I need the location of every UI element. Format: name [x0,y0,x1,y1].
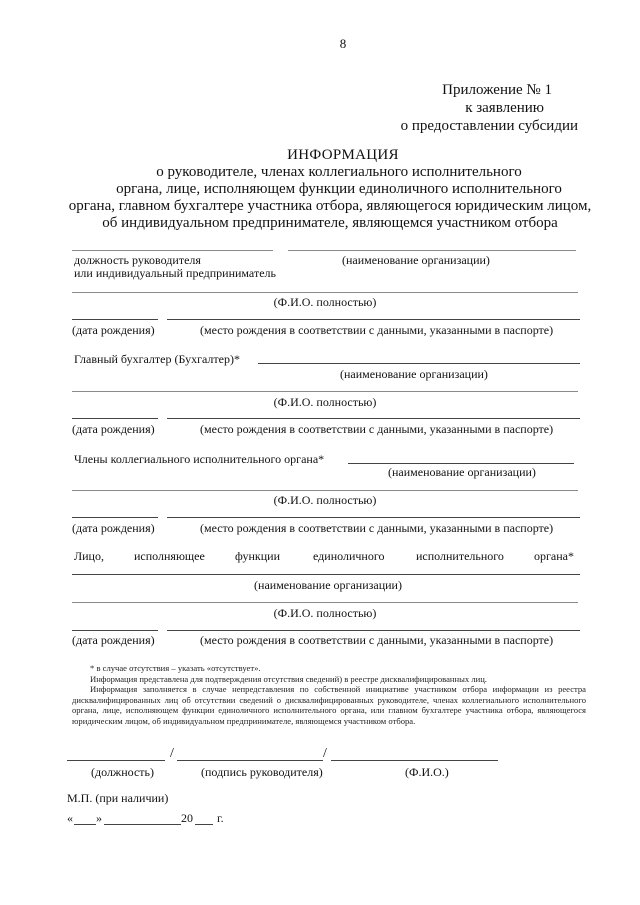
sole-org-name-label: (наименование организации) [254,578,402,592]
subtitle-line-2: органа, лице, исполняющем функции единоличного исполнительного [116,181,562,197]
board-label: Члены коллегиального исполнительного органа* [74,452,325,466]
sign-signature-field-line[interactable] [177,760,323,761]
sole-fio-field-line[interactable] [72,602,578,603]
sign-fio-label: (Ф.И.О.) [405,765,449,779]
accountant-fio-field-line[interactable] [72,391,578,392]
head-birth-place-label: (место рождения в соответствии с данными, указанными в паспорте) [200,323,554,337]
sign-fio-field-line[interactable] [331,760,498,761]
sole-birth-place-label: (место рождения в соответствии с данными, указанными в паспорте) [200,633,554,647]
sole-fio-label: (Ф.И.О. полностью) [273,606,377,620]
sole-word-3: функции [235,549,280,563]
sign-position-label: (должность) [91,765,154,779]
sign-signature-label: (подпись руководителя) [201,765,323,779]
board-birth-date-label: (дата рождения) [72,521,155,535]
sole-word-2: исполняющее [134,549,205,563]
accountant-org-name-label: (наименование организации) [340,367,488,381]
appendix-line-2: к заявлению [465,100,544,116]
sign-separator-2: / [323,746,327,761]
date-day-field-line[interactable] [74,824,96,825]
sole-word-4: единоличного [313,549,385,563]
stamp-label: М.П. (при наличии) [67,791,169,805]
footnote-absent: * в случае отсутствия – указать «отсутствует». [90,663,261,673]
board-birth-date-field-line[interactable] [72,517,158,518]
sole-word-6: органа* [534,549,574,563]
head-birth-date-label: (дата рождения) [72,323,155,337]
sign-separator-1: / [170,746,174,761]
document-title: ИНФОРМАЦИЯ [287,147,399,163]
accountant-birth-date-field-line[interactable] [72,418,158,419]
sole-org-field-line[interactable] [72,574,580,575]
head-position-label-1: должность руководителя [74,253,201,267]
accountant-birth-date-label: (дата рождения) [72,422,155,436]
footnote-purpose: Информация представлена для подтверждения отсутствия сведений) в реестре дисквалифицированных лиц. [90,673,487,684]
date-open-quote: « [67,811,73,825]
appendix-line-3: о предоставлении субсидии [400,118,578,134]
org-name-field-line[interactable] [288,250,576,251]
page-number: 8 [339,36,347,51]
date-month-field-line[interactable] [104,824,181,825]
board-org-name-label: (наименование организации) [388,465,536,479]
sole-word-5: исполнительного [416,549,504,563]
accountant-birth-place-field-line[interactable] [167,418,580,419]
board-birth-place-field-line[interactable] [167,517,580,518]
head-org-name-label: (наименование организации) [342,253,490,267]
head-fio-label: (Ф.И.О. полностью) [273,295,377,309]
footnotes [72,663,586,726]
sole-birth-place-field-line[interactable] [167,630,580,631]
sole-birth-date-label: (дата рождения) [72,633,155,647]
head-birth-date-field-line[interactable] [72,319,158,320]
board-org-field-line[interactable] [348,463,574,464]
appendix-line-1: Приложение № 1 [442,82,552,98]
accountant-label: Главный бухгалтер (Бухгалтер)* [74,352,240,366]
head-birth-place-field-line[interactable] [167,319,580,320]
board-fio-label: (Ф.И.О. полностью) [273,493,377,507]
head-fio-field-line[interactable] [72,292,578,293]
footnote-fill-rule: Информация заполняется в случае непредставления по собственной инициативе участником отбора информации из реестра дисквалифицированных лиц об отсутствии сведений о дисквалифицированных руководителе, членах коллегиального исполнительного органа, лице, исполняющем функции единоличного исполнительного органа, или главном бухгалтере участника отбора, являющегося юридическим лицом, об индивидуальном предпринимателе, являющемся участником отбора. [72,684,586,726]
sign-position-field-line[interactable] [67,760,165,761]
date-year-prefix: 20 [181,811,193,825]
subtitle-line-4: об индивидуальном предпринимателе, являющемся участником отбора [102,215,558,231]
accountant-org-field-line[interactable] [258,363,580,364]
date-year-suffix: г. [217,811,224,825]
sole-birth-date-field-line[interactable] [72,630,158,631]
accountant-birth-place-label: (место рождения в соответствии с данными, указанными в паспорте) [200,422,554,436]
subtitle-line-1: о руководителе, членах коллегиального исполнительного [156,164,522,180]
board-fio-field-line[interactable] [72,490,578,491]
date-close-quote: » [96,811,102,825]
date-year-field-line[interactable] [195,824,213,825]
board-birth-place-label: (место рождения в соответствии с данными, указанными в паспорте) [200,521,554,535]
head-position-label-2: или индивидуальный предприниматель [74,266,276,280]
sole-word-1: Лицо, [74,549,104,563]
accountant-fio-label: (Ф.И.О. полностью) [273,395,377,409]
position-field-line[interactable] [72,250,273,251]
subtitle-line-3: органа, главном бухгалтере участника отбора, являющегося юридическим лицом, [68,198,592,214]
